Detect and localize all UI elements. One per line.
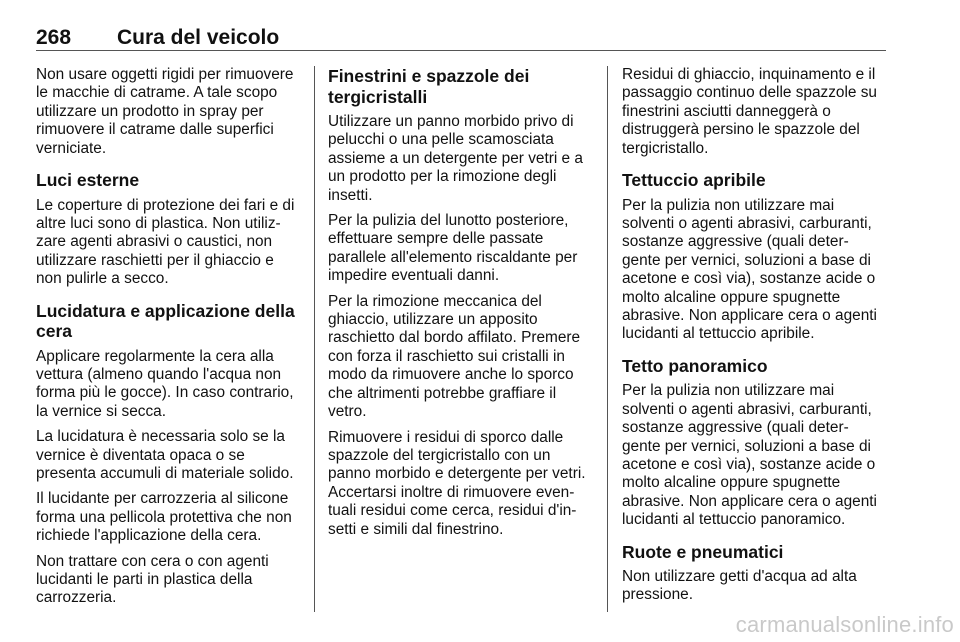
heading-finestrini: Finestrini e spazzole dei tergicristalli (328, 66, 530, 107)
header-divider (36, 50, 886, 51)
finestrini-paragraph-1: Utilizzare un panno morbido privo di pelucchi o una pelle scamosciata assieme a un detergente per vetri e a un prodotto per la rimozione degli insetti. (328, 113, 583, 204)
residui-paragraph: Residui di ghiaccio, inquinamento e il passaggio continuo delle spazzole su finestrini asciutti danneggerà o distruggerà persino le spazzole del tergicristallo. (622, 66, 877, 157)
cera-paragraph-2: La lucidatura è necessaria solo se la vernice è diventata opaca o se presenta accumuli di materiale solido. (36, 428, 294, 482)
column-right (622, 66, 888, 612)
heading-ruote: Ruote e pneumatici (622, 541, 784, 562)
luci-paragraph: Le coperture di protezione dei fari e di altre luci sono di plastica. Non utiliz- zare agenti abrasivi o caustici, non utilizzare raschietti per il ghiaccio e non pulirle a secco. (36, 196, 295, 288)
heading-luci-esterne: Luci esterne (36, 170, 140, 191)
page-header (36, 26, 886, 52)
finestrini-paragraph-3: Per la rimozione meccanica del ghiaccio, utilizzare un apposito raschietto dal bordo affilato. Premere con forza il raschietto sui cristalli in modo da rimuovere anche lo sporco che altrimenti potrebbe graffiare il vetro. (328, 292, 581, 421)
finestrini-paragraph-2: Per la pulizia del lunotto posteriore, effettuare sempre delle passate parallele all'elemento riscaldante per impedire eventuali danni. (328, 212, 578, 285)
heading-lucidatura: Lucidatura e applicazione della cera (36, 300, 295, 342)
heading-tettuccio: Tettuccio apribile (622, 170, 766, 191)
tetto-paragraph: Per la pulizia non utilizzare mai solventi o agenti abrasivi, carburanti, sostanze aggressive (quali deter- gente per vernici, soluzioni a base di acetone e così via), sostanze acide o molto alcaline oppure spugnette abrasive. Non applicare cera o agenti lucidanti al tettuccio panoramico. (622, 382, 877, 529)
finestrini-paragraph-4: Rimuovere i residui di sporco dalle spazzole del tergicristallo con un panno morbido e detergente per vetri. Accertarsi inoltre di rimuovere even- tuali residui come cerca, residui d'in- setti e simili dal finestrino. (328, 428, 586, 538)
ruote-paragraph: Non utilizzare getti d'acqua ad alta pressione. (622, 568, 857, 604)
column-middle (328, 66, 594, 546)
chapter-title: Cura del veicolo (117, 26, 280, 49)
cera-paragraph-1: Applicare regolarmente la cera alla vettura (almeno quando l'acqua non forma più le gocce). In caso contrario, la vernice si secca. (36, 347, 294, 420)
tettuccio-paragraph: Per la pulizia non utilizzare mai solventi o agenti abrasivi, carburanti, sostanze aggressive (quali deter- gente per vernici, soluzioni a base di acetone e così via), sostanze acide o molto alcaline oppure spugnette abrasive. Non applicare cera o agenti lucidanti al tettuccio apribile. (622, 196, 877, 343)
column-left (36, 66, 302, 615)
page-number: 268 (36, 26, 72, 49)
watermark-text: carmanualsonline.info (735, 612, 954, 637)
cera-paragraph-4: Non trattare con cera o con agenti lucidanti le parti in plastica della carrozzeria. (36, 552, 269, 607)
intro-paragraph: Non usare oggetti rigidi per rimuovere le macchie di catrame. A tale scopo utilizzare un prodotto in spray per rimuovere il catrame dalle superfici verniciate. (36, 66, 294, 157)
heading-tetto-panoramico: Tetto panoramico (622, 355, 768, 376)
column-divider-1 (314, 66, 315, 612)
column-divider-2 (607, 66, 608, 612)
cera-paragraph-3: Il lucidante per carrozzeria al silicone forma una pellicola protettiva che non richiede l'applicazione della cera. (36, 490, 292, 545)
